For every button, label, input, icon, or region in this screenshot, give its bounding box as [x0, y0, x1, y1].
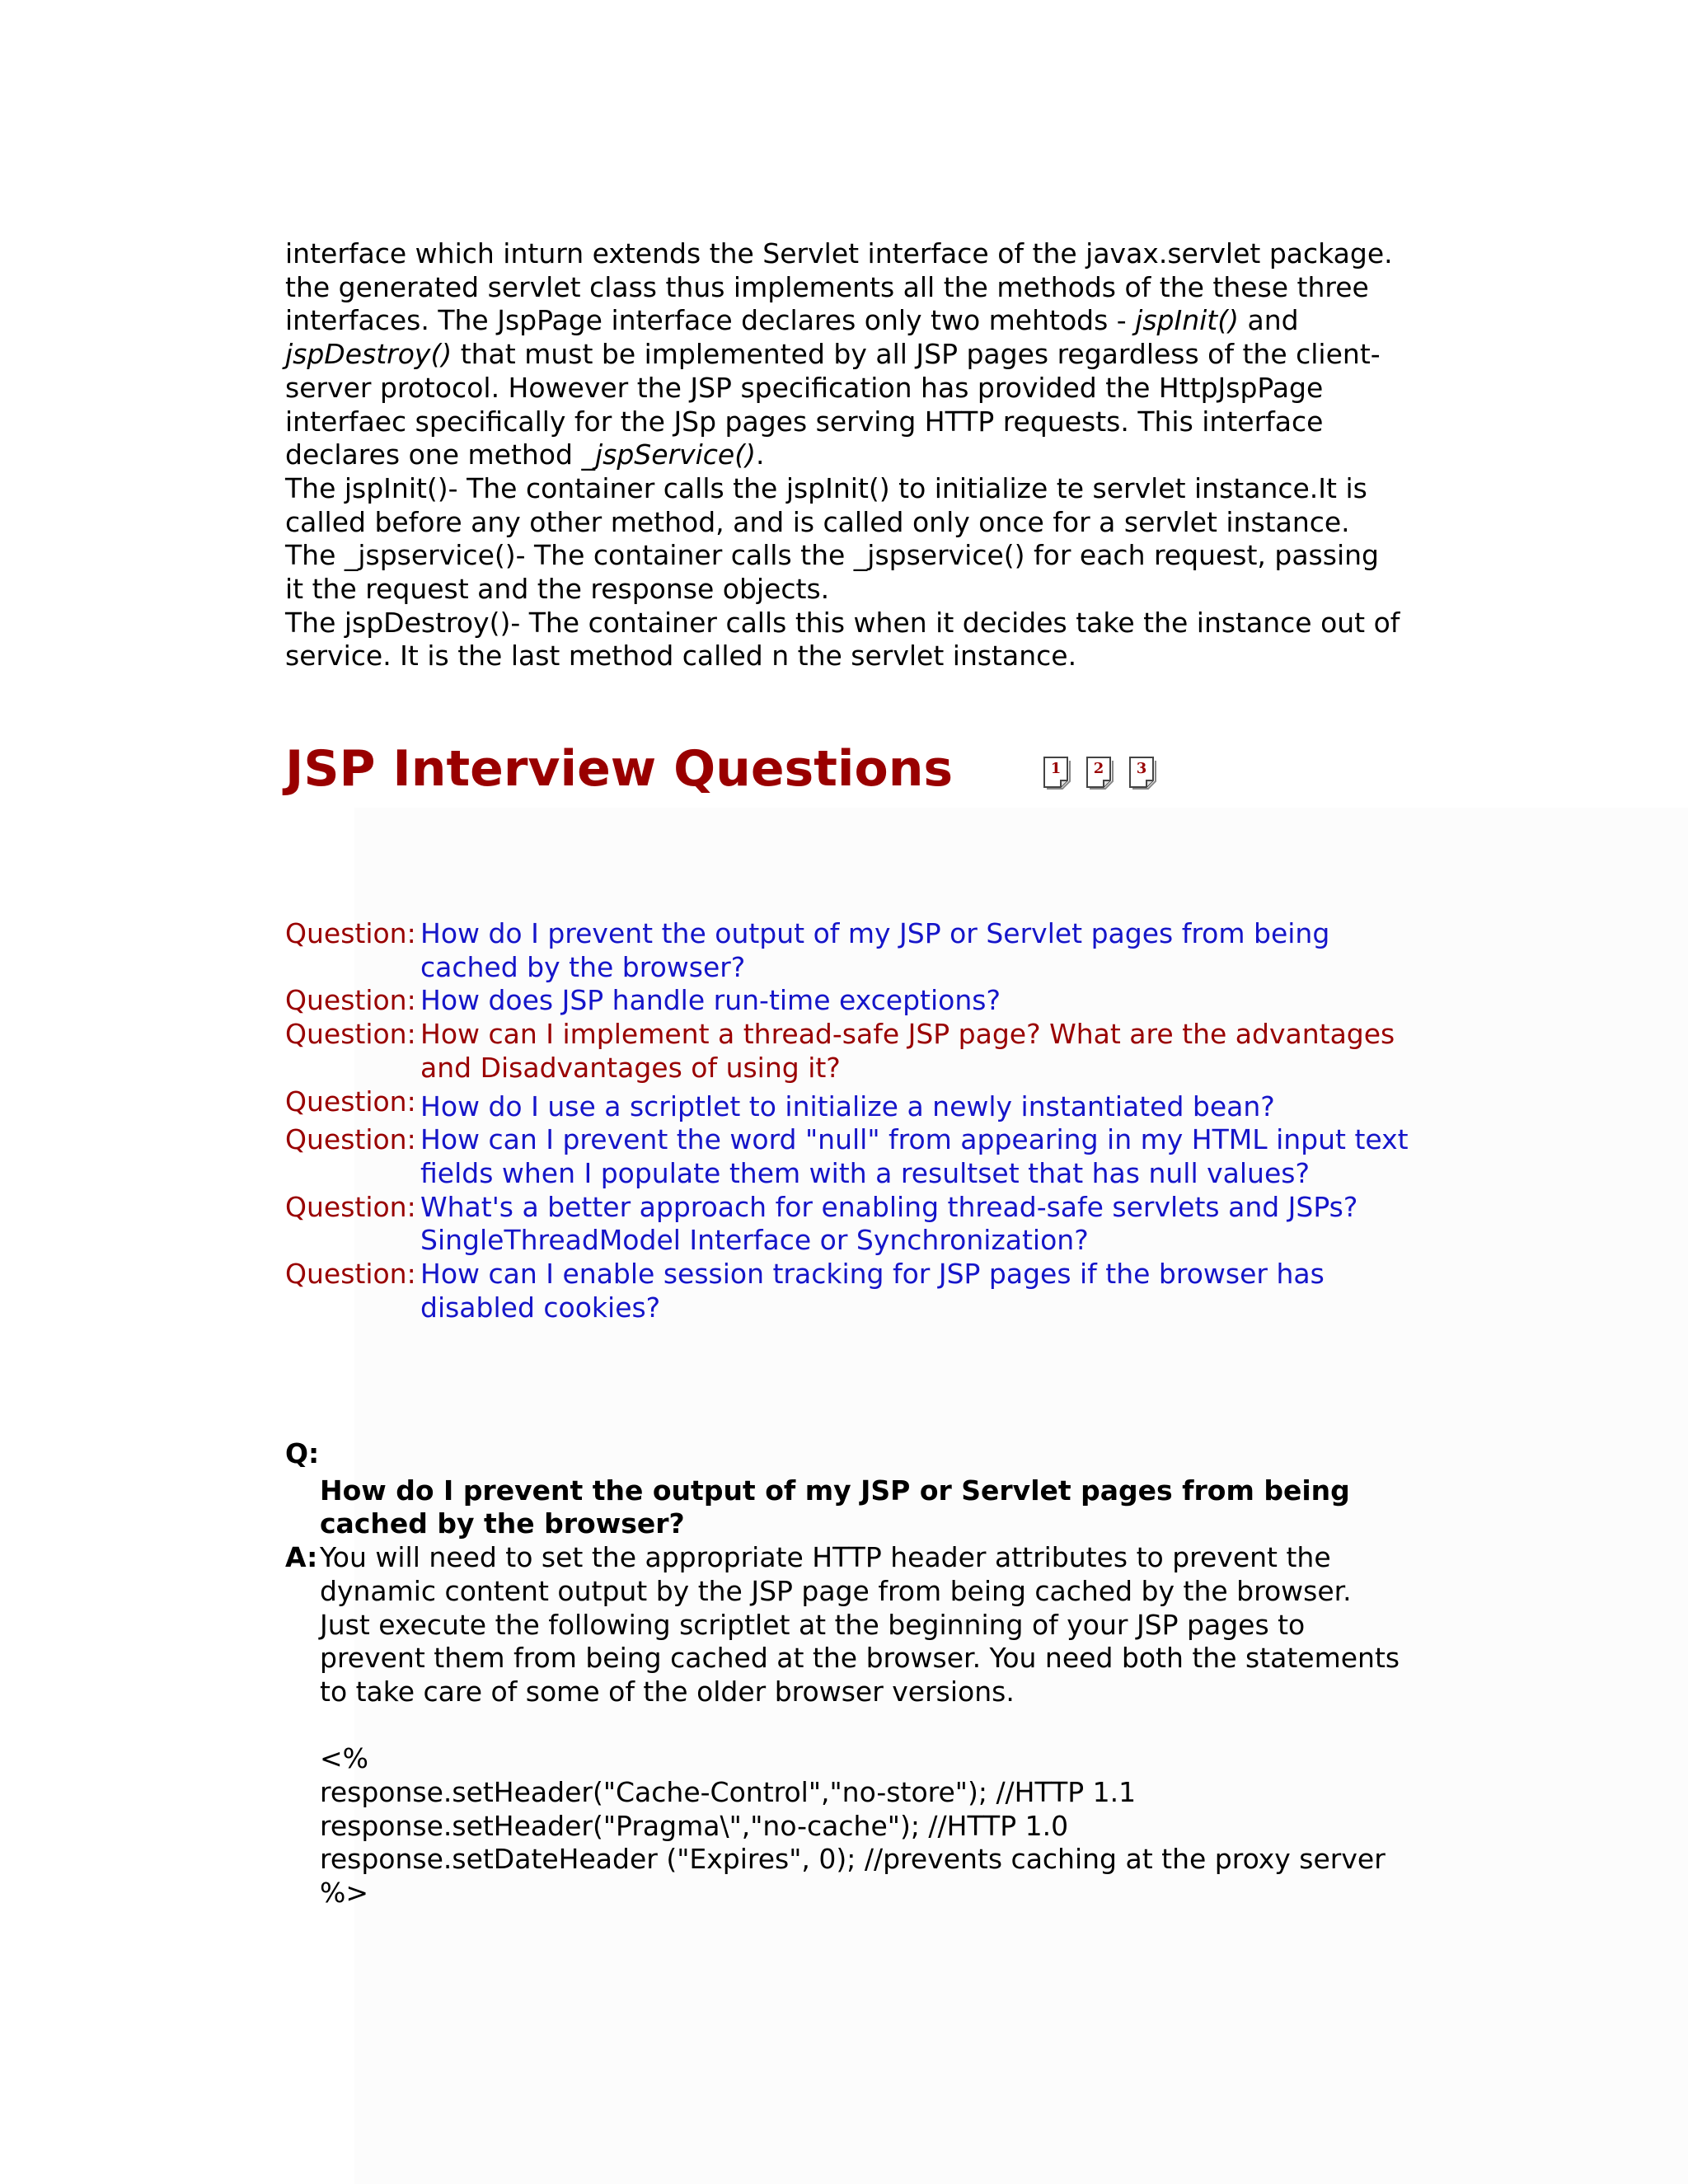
intro-section: [285, 237, 1456, 673]
question-link-line: and Disadvantages of using it?: [420, 1051, 841, 1084]
intro-line: interfaec specifically for the JSp pages serving HTTP requests. This interface: [285, 405, 1324, 438]
page-number-icon[interactable]: [1085, 756, 1114, 789]
question-title: [320, 1474, 1456, 1541]
question-link-line: cached by the browser?: [420, 950, 746, 983]
question-label: Question:: [285, 1018, 416, 1051]
question-title-line: cached by the browser?: [320, 1507, 685, 1540]
question-link[interactable]: [420, 1123, 1456, 1190]
intro-line: server protocol. However the JSP specification has provided the HttpJspPage: [285, 371, 1324, 404]
question-link-line: How do I prevent the output of my JSP or Servlet pages from being: [420, 917, 1330, 949]
jspdestroy-method-name: jspDestroy(): [285, 338, 452, 371]
intro-text: interfaces. The JspPage interface declares only two mehtods -: [285, 304, 1136, 337]
page-number-label: 3: [1136, 760, 1147, 777]
question-label: Question:: [285, 1123, 416, 1156]
question-label: Question:: [285, 984, 416, 1017]
question-detail: [285, 1437, 1456, 1910]
method-description-line: it the request and the response objects.: [285, 573, 830, 606]
question-link-visited[interactable]: [420, 1018, 1456, 1085]
code-line: <%: [320, 1742, 369, 1775]
method-description-line: service. It is the last method called n the servlet instance.: [285, 640, 1077, 673]
page-title: JSP Interview Questions: [285, 740, 954, 798]
question-label: Question:: [285, 1258, 416, 1291]
question-row: [285, 1123, 1456, 1190]
question-link[interactable]: [420, 1191, 1456, 1258]
question-title-line: How do I prevent the output of my JSP or Servlet pages from being: [320, 1474, 1350, 1507]
page-number-icon[interactable]: [1128, 756, 1156, 789]
question-link-line: disabled cookies?: [420, 1291, 661, 1324]
jspinit-method-name: jspInit(): [1135, 304, 1239, 337]
intro-text: .: [755, 438, 765, 471]
question-label: Question:: [285, 1085, 416, 1118]
answer-line: prevent them from being cached at the browser. You need both the statements: [320, 1642, 1400, 1675]
method-description-line: The jspDestroy()- The container calls this when it decides take the instance out of: [285, 606, 1400, 639]
question-link[interactable]: [420, 917, 1456, 984]
intro-line: the generated servlet class thus implements all the methods of the these three: [285, 270, 1369, 303]
method-description-line: The jspInit()- The container calls the jspInit() to initialize te servlet instance.It is: [285, 471, 1367, 504]
answer-line: to take care of some of the older browser versions.: [320, 1675, 1015, 1708]
jspservice-method-name: _jspService(): [581, 438, 756, 471]
question-link-line: How can I prevent the word "null" from appearing in my HTML input text: [420, 1123, 1409, 1156]
question-list: [285, 917, 1456, 1324]
intro-text: declares one method: [285, 438, 582, 471]
question-link-line: How can I enable session tracking for JSP pages if the browser has: [420, 1258, 1325, 1291]
answer: [285, 1541, 1456, 1709]
intro-text: that must be implemented by all JSP pages regardless of the client-: [452, 338, 1381, 371]
page-number-label: 2: [1093, 760, 1104, 777]
question-row: [285, 1258, 1456, 1324]
code-line: response.setHeader("Pragma\","no-cache"); //HTTP 1.0: [320, 1809, 1069, 1842]
answer-body: [320, 1541, 1456, 1709]
question-link-line: How do I use a scriptlet to initialize a newly instantiated bean?: [420, 1090, 1275, 1122]
answer-line: You will need to set the appropriate HTTP header attributes to prevent the: [320, 1541, 1331, 1574]
question-row: [285, 1191, 1456, 1258]
answer-line: dynamic content output by the JSP page from being cached by the browser.: [320, 1574, 1352, 1607]
question-row: [285, 984, 1456, 1018]
code-snippet: [320, 1742, 1456, 1910]
intro-line: [285, 304, 1456, 338]
method-description-line: The _jspservice()- The container calls the _jspservice() for each request, passing: [285, 539, 1379, 572]
question-row: [285, 917, 1456, 984]
method-description-line: called before any other method, and is called only once for a servlet instance.: [285, 505, 1350, 538]
question-tag: Q:: [285, 1437, 320, 1469]
question-link-line: What's a better approach for enabling thread-safe servlets and JSPs?: [420, 1190, 1358, 1223]
intro-line: interface which inturn extends the Servlet interface of the javax.servlet package.: [285, 237, 1393, 269]
question-link[interactable]: [420, 1258, 1456, 1324]
page-number-icon[interactable]: [1043, 756, 1071, 789]
page-links: [1043, 756, 1156, 789]
code-line: response.setDateHeader ("Expires", 0); //prevents caching at the proxy server: [320, 1843, 1386, 1876]
question-row: [285, 1018, 1456, 1085]
question-link[interactable]: [420, 1090, 1456, 1124]
answer-tag: A:: [285, 1541, 318, 1574]
code-line: %>: [320, 1877, 369, 1910]
question-label: Question:: [285, 917, 416, 949]
page-number-label: 1: [1050, 760, 1062, 777]
question-link-line: How does JSP handle run-time exceptions?: [420, 984, 1001, 1017]
question-row: [285, 1085, 1456, 1124]
code-line: response.setHeader("Cache-Control","no-store"); //HTTP 1.1: [320, 1776, 1137, 1809]
intro-line: [285, 438, 1456, 472]
question-link-line: SingleThreadModel Interface or Synchronization?: [420, 1224, 1089, 1257]
intro-line: [285, 338, 1456, 372]
question-link-line: How can I implement a thread-safe JSP page? What are the advantages: [420, 1018, 1395, 1051]
question-label: Question:: [285, 1190, 416, 1223]
question-link[interactable]: [420, 984, 1456, 1018]
intro-text: and: [1238, 304, 1299, 337]
answer-line: Just execute the following scriptlet at the beginning of your JSP pages to: [320, 1608, 1306, 1641]
question-link-line: fields when I populate them with a resultset that has null values?: [420, 1156, 1310, 1189]
